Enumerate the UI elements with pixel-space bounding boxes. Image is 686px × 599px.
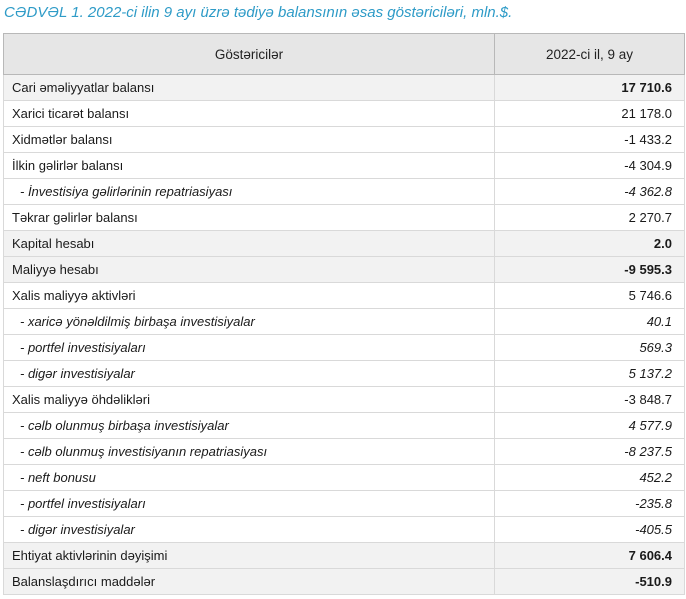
table-body [4, 75, 685, 595]
table-row [4, 153, 685, 179]
row-label: Cari əməliyyatlar balansı [4, 75, 495, 101]
table-row [4, 335, 685, 361]
row-label: - neft bonusu [4, 465, 495, 491]
row-value: 4 577.9 [495, 413, 685, 439]
row-label: Ehtiyat aktivlərinin dəyişimi [4, 543, 495, 569]
row-label: Maliyyə hesabı [4, 257, 495, 283]
table-row [4, 257, 685, 283]
row-value: -510.9 [495, 569, 685, 595]
row-value: 17 710.6 [495, 75, 685, 101]
row-value: -4 304.9 [495, 153, 685, 179]
table-row [4, 101, 685, 127]
row-value: -1 433.2 [495, 127, 685, 153]
row-label: Kapital hesabı [4, 231, 495, 257]
table-row [4, 517, 685, 543]
row-value: 5 746.6 [495, 283, 685, 309]
row-value: 452.2 [495, 465, 685, 491]
table-row [4, 361, 685, 387]
row-label: - xaricə yönəldilmiş birbaşa investisiyalar [4, 309, 495, 335]
row-label: Xalis maliyyə aktivləri [4, 283, 495, 309]
row-label: Xidmətlər balansı [4, 127, 495, 153]
row-label: - digər investisiyalar [4, 517, 495, 543]
row-value: 7 606.4 [495, 543, 685, 569]
row-label: - cəlb olunmuş investisiyanın repatriasiyası [4, 439, 495, 465]
table-row [4, 387, 685, 413]
table-row [4, 543, 685, 569]
table-row [4, 231, 685, 257]
balance-of-payments-table [3, 33, 685, 595]
row-value: 569.3 [495, 335, 685, 361]
row-value: -4 362.8 [495, 179, 685, 205]
table-row [4, 569, 685, 595]
row-label: Təkrar gəlirlər balansı [4, 205, 495, 231]
row-label: Balanslaşdırıcı maddələr [4, 569, 495, 595]
row-value: 5 137.2 [495, 361, 685, 387]
table-row [4, 491, 685, 517]
row-value: -9 595.3 [495, 257, 685, 283]
row-value: -405.5 [495, 517, 685, 543]
row-label: - digər investisiyalar [4, 361, 495, 387]
table-row [4, 413, 685, 439]
row-label: - cəlb olunmuş birbaşa investisiyalar [4, 413, 495, 439]
row-value: 2 270.7 [495, 205, 685, 231]
row-value: 40.1 [495, 309, 685, 335]
row-value: -8 237.5 [495, 439, 685, 465]
row-label: - İnvestisiya gəlirlərinin repatriasiyası [4, 179, 495, 205]
table-caption: CƏDVƏL 1. 2022-ci ilin 9 ayı üzrə tədiyə balansının əsas göstəriciləri, mln.$. [4, 4, 513, 21]
column-header-period: 2022-ci il, 9 ay [495, 34, 685, 75]
row-value: -235.8 [495, 491, 685, 517]
row-value: -3 848.7 [495, 387, 685, 413]
row-label: Xarici ticarət balansı [4, 101, 495, 127]
column-header-indicators: Göstəricilər [4, 34, 495, 75]
table-row [4, 205, 685, 231]
row-label: - portfel investisiyaları [4, 335, 495, 361]
table-row [4, 465, 685, 491]
row-value: 21 178.0 [495, 101, 685, 127]
table-row [4, 283, 685, 309]
table-row [4, 309, 685, 335]
row-label: Xalis maliyyə öhdəlikləri [4, 387, 495, 413]
table-row [4, 127, 685, 153]
row-label: - portfel investisiyaları [4, 491, 495, 517]
table-row [4, 75, 685, 101]
table-row [4, 439, 685, 465]
table-row [4, 179, 685, 205]
row-label: İlkin gəlirlər balansı [4, 153, 495, 179]
table-header-row [4, 34, 685, 75]
row-value: 2.0 [495, 231, 685, 257]
